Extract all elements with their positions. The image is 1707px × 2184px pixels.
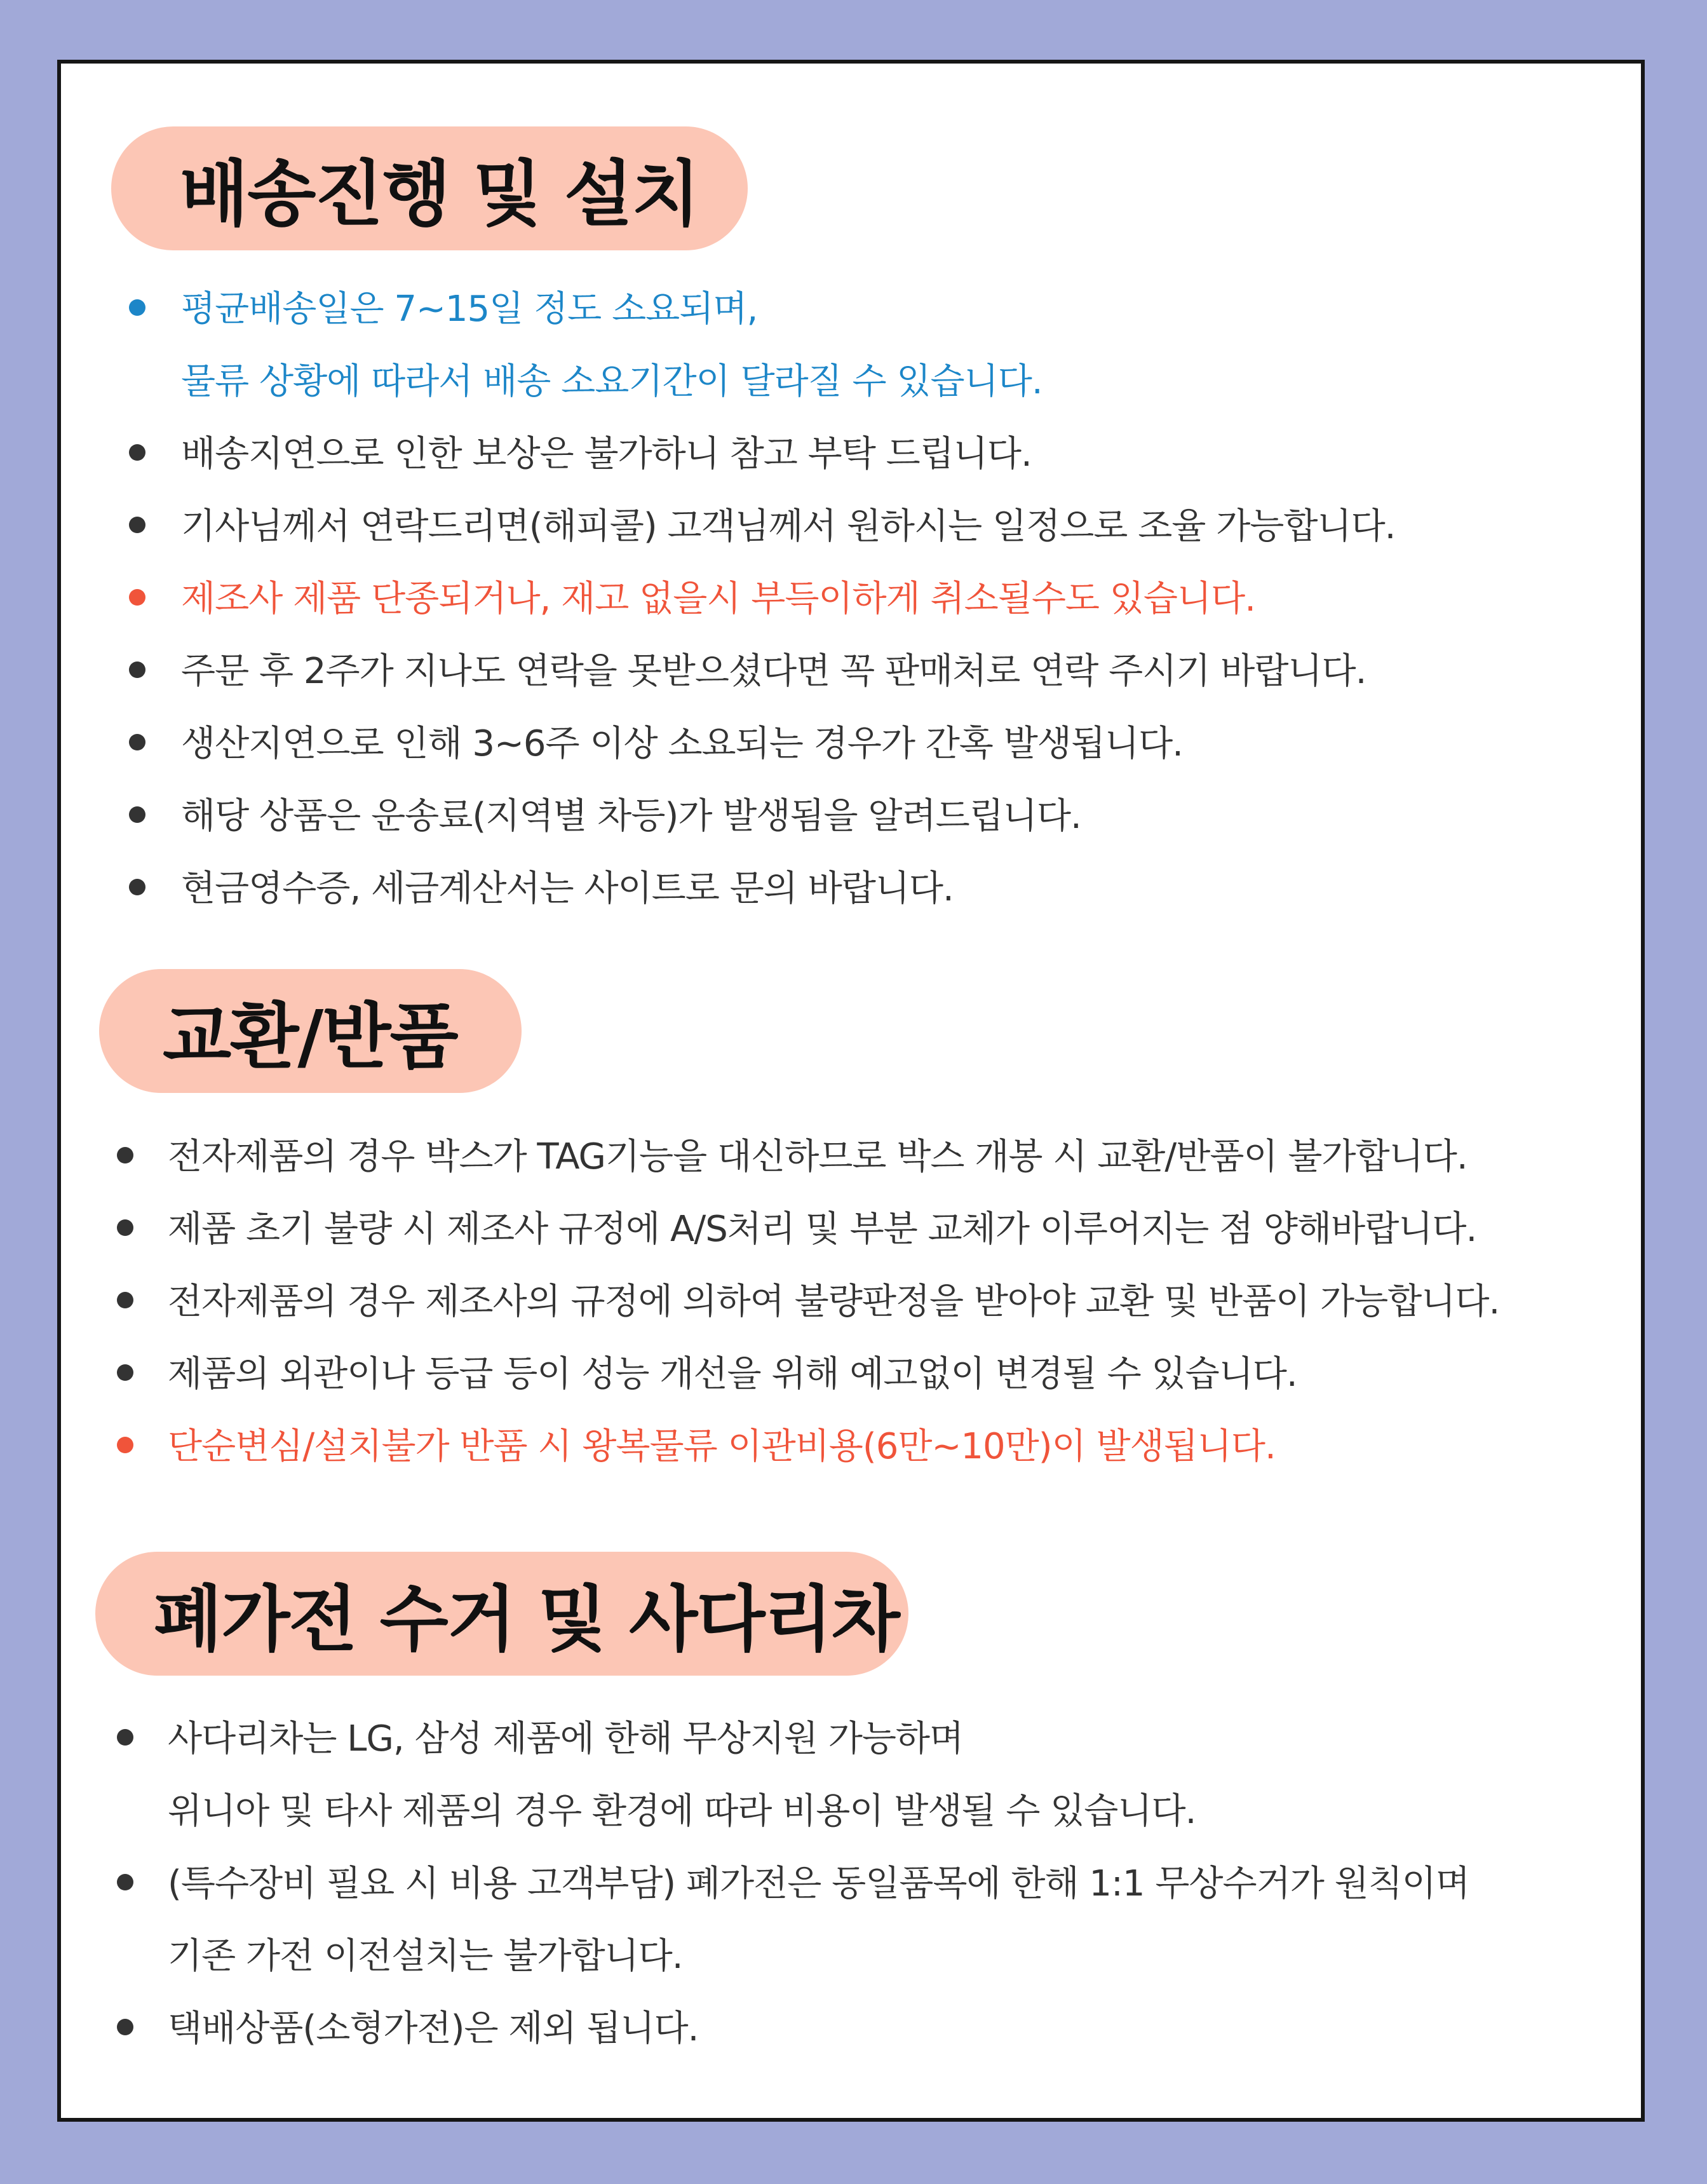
list-item-text: 생산지연으로 인해 3~6주 이상 소요되는 경우가 간혹 발생됩니다. (181, 723, 1183, 764)
list-item-text: 위니아 및 타사 제품의 경우 환경에 따라 비용이 발생될 수 있습니다. (168, 1791, 1196, 1832)
delivery-list (124, 273, 1395, 925)
bullet-icon (117, 1874, 133, 1890)
list-item (124, 273, 1395, 418)
bullet-icon (129, 589, 145, 606)
list-item (117, 1848, 1469, 1993)
bullet-icon (129, 517, 145, 533)
exchange-list (117, 1121, 1499, 1483)
bullet-icon (129, 806, 145, 823)
bullet-icon (129, 879, 145, 895)
list-item (117, 1266, 1499, 1338)
bullet-icon (129, 444, 145, 461)
list-item (124, 853, 1395, 925)
list-item-text: 현금영수증, 세금계산서는 사이트로 문의 바랍니다. (181, 868, 954, 909)
list-item-text: (특수장비 필요 시 비용 고객부담) 폐가전은 동일품목에 한해 1:1 무상수거가 원칙이며 (168, 1863, 1469, 1904)
list-item (124, 708, 1395, 780)
bullet-icon (117, 1219, 133, 1236)
list-item-text: 전자제품의 경우 제조사의 규정에 의하여 불량판정을 받아야 교환 및 반품이 가능합니다. (168, 1281, 1500, 1322)
list-item (117, 1993, 1469, 2065)
list-item-text: 제품 초기 불량 시 제조사 규정에 A/S처리 및 부분 교체가 이루어지는 점 양해바랍니다. (168, 1209, 1477, 1250)
list-item (117, 1121, 1499, 1193)
list-item-text: 전자제품의 경우 박스가 TAG기능을 대신하므로 박스 개봉 시 교환/반품이 불가합니다. (168, 1136, 1467, 1177)
list-item-text: 기사님께서 연락드리면(해피콜) 고객님께서 원하시는 일정으로 조율 가능합니다. (181, 506, 1396, 547)
bullet-icon (129, 661, 145, 678)
disposal-list (117, 1703, 1469, 2065)
section-header-disposal (95, 1552, 908, 1676)
section-title-disposal: 폐가전 수거 및 사다리차 (154, 1578, 899, 1661)
list-item-text: 단순변심/설치불가 반품 시 왕복물류 이관비용(6만~10만)이 발생됩니다. (168, 1426, 1276, 1467)
bullet-icon (117, 1437, 133, 1453)
list-item (124, 780, 1395, 853)
list-item (117, 1411, 1499, 1483)
bullet-icon (117, 1147, 133, 1163)
list-item-text: 물류 상황에 따라서 배송 소요기간이 달라질 수 있습니다. (181, 361, 1042, 402)
list-item (117, 1338, 1499, 1411)
list-item (124, 635, 1395, 708)
list-item (124, 491, 1395, 563)
list-item-text: 사다리차는 LG, 삼성 제품에 한해 무상지원 가능하며 (168, 1718, 964, 1760)
bullet-icon (129, 734, 145, 750)
bullet-icon (117, 2019, 133, 2035)
list-item (117, 1193, 1499, 1266)
section-title-delivery: 배송진행 및 설치 (180, 153, 699, 236)
list-item-text: 배송지연으로 인한 보상은 불가하니 참고 부탁 드립니다. (181, 433, 1032, 475)
section-title-exchange: 교환/반품 (163, 996, 457, 1078)
bullet-icon (117, 1729, 133, 1746)
list-item (124, 563, 1395, 635)
list-item-text: 기존 가전 이전설치는 불가합니다. (168, 1936, 683, 1977)
bullet-icon (129, 299, 145, 316)
section-header-exchange (99, 969, 522, 1093)
bullet-icon (117, 1364, 133, 1381)
list-item-text: 주문 후 2주가 지나도 연락을 못받으셨다면 꼭 판매처로 연락 주시기 바랍니다. (181, 651, 1366, 692)
list-item-text: 택배상품(소형가전)은 제외 됩니다. (168, 2008, 699, 2049)
list-item (117, 1703, 1469, 1848)
list-item-text: 해당 상품은 운송료(지역별 차등)가 발생됨을 알려드립니다. (181, 796, 1081, 837)
list-item (124, 418, 1395, 491)
list-item-text: 제조사 제품 단종되거나, 재고 없을시 부득이하게 취소될수도 있습니다. (181, 578, 1255, 620)
bullet-icon (117, 1292, 133, 1308)
list-item-text: 평균배송일은 7~15일 정도 소요되며, (181, 288, 758, 330)
list-item-text: 제품의 외관이나 등급 등이 성능 개선을 위해 예고없이 변경될 수 있습니다. (168, 1353, 1297, 1395)
section-header-delivery (111, 126, 748, 250)
